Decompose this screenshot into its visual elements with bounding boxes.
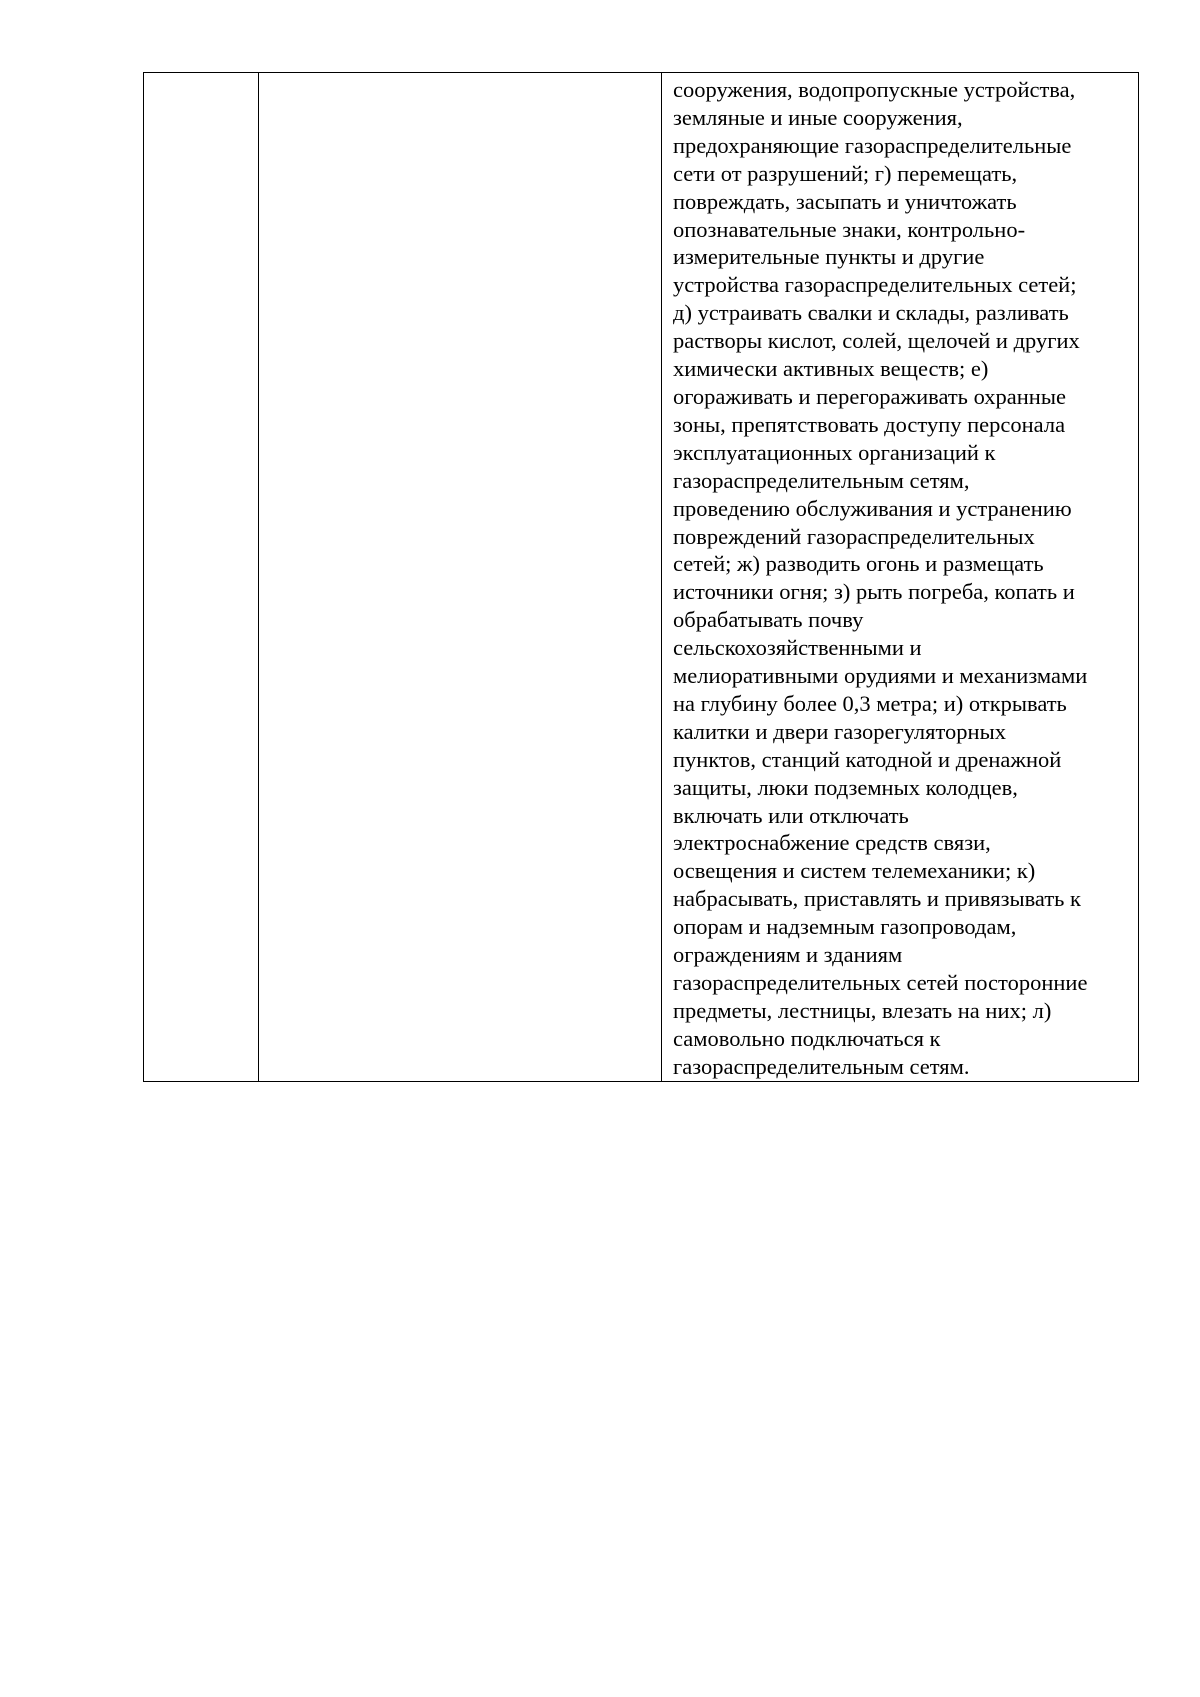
text-line: газораспределительных сетей посторонние — [673, 970, 1088, 995]
text-line: устройства газораспределительных сетей; — [673, 272, 1077, 298]
table-row — [144, 73, 1139, 1082]
text-line: освещения и систем телемеханики; к) — [673, 858, 1036, 884]
text-line: сельскохозяйственными и — [673, 635, 922, 661]
text-line: на глубину более 0,3 метра; и) открывать — [673, 690, 1067, 716]
text-line: предметы, лестницы, влезать на них; л) — [673, 997, 1052, 1023]
text-line: самовольно подключаться к — [673, 1025, 941, 1051]
text-line: мелиоративными орудиями и механизмами — [673, 663, 1088, 689]
text-line: включать или отключать — [673, 802, 909, 828]
text-line: земляные и иные сооружения, — [673, 104, 963, 130]
text-line: опознавательные знаки, контрольно- — [673, 216, 1026, 242]
text-line: электроснабжение средств связи, — [673, 830, 991, 856]
text-line: ограждениям и зданиям — [673, 942, 903, 968]
text-line: растворы кислот, солей, щелочей и других — [673, 328, 1080, 354]
text-line: источники огня; з) рыть погреба, копать и — [673, 579, 1075, 605]
text-line: калитки и двери газорегуляторных — [673, 718, 1006, 744]
text-line: проведению обслуживания и устранению — [673, 495, 1072, 521]
text-line: газораспределительным сетям, — [673, 467, 970, 493]
document-table — [143, 72, 1139, 1082]
text-line: предохраняющие газораспределительные — [673, 132, 1072, 158]
text-line: набрасывать, приставлять и привязывать к — [673, 886, 1081, 912]
cell-paragraph — [662, 73, 1138, 1081]
text-line: обрабатывать почву — [673, 607, 864, 633]
table-cell-number — [144, 73, 259, 1082]
text-line: сооружения, водопропускные устройства, — [673, 77, 1076, 102]
text-line: пунктов, станций катодной и дренажной — [673, 746, 1062, 772]
text-line: огораживать и перегораживать охранные — [673, 383, 1066, 409]
text-line: д) устраивать свалки и склады, разливать — [673, 300, 1069, 326]
text-line: зоны, препятствовать доступу персонала — [673, 411, 1066, 437]
table-cell-description — [662, 73, 1139, 1082]
text-line: защиты, люки подземных колодцев, — [673, 774, 1018, 800]
text-line: эксплуатационных организаций к — [673, 439, 996, 465]
text-line: газораспределительным сетям. — [673, 1053, 970, 1079]
text-line: химически активных веществ; е) — [673, 356, 989, 382]
text-line: измерительные пункты и другие — [673, 244, 985, 270]
text-line: сетей; ж) разводить огонь и размещать — [673, 551, 1044, 577]
text-line: повреждений газораспределительных — [673, 523, 1035, 549]
table-cell-subject — [259, 73, 662, 1082]
text-line: сети от разрушений; г) перемещать, — [673, 160, 1018, 186]
text-line: повреждать, засыпать и уничтожать — [673, 188, 1017, 214]
text-line: опорам и надземным газопроводам, — [673, 914, 1017, 940]
